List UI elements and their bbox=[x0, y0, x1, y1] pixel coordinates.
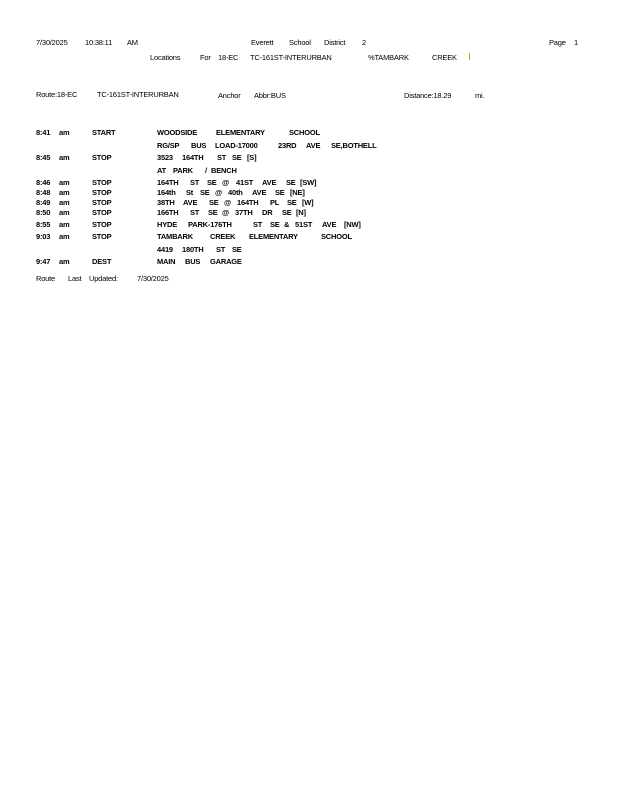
stop-location-word: 164th bbox=[157, 188, 176, 197]
stop-location-word: SCHOOL bbox=[321, 232, 352, 241]
stop-location-word: ST bbox=[216, 245, 226, 254]
stop-location-word: St bbox=[186, 188, 194, 197]
stop-location-word: [N] bbox=[296, 208, 306, 217]
stop-time: 8:55 bbox=[36, 220, 51, 229]
stop-type: DEST bbox=[92, 257, 112, 266]
stop-location-word: 41ST bbox=[236, 178, 254, 187]
stop-time: 8:50 bbox=[36, 208, 51, 217]
stop-location-word: 164TH bbox=[237, 198, 259, 207]
stop-location-word: PARK bbox=[173, 166, 193, 175]
stop-location-word: ST bbox=[217, 153, 227, 162]
subtitle-word: 18-EC bbox=[218, 53, 239, 62]
stop-location-word: PARK-176TH bbox=[188, 220, 232, 229]
subtitle-word: CREEK bbox=[432, 53, 457, 62]
stop-time: 8:49 bbox=[36, 198, 51, 207]
stop-location-word: [S] bbox=[247, 153, 257, 162]
subtitle-word: Locations bbox=[150, 53, 181, 62]
stop-location-word: BUS bbox=[191, 141, 207, 150]
stop-location-word: AVE bbox=[306, 141, 321, 150]
org-word: Everett bbox=[251, 38, 274, 47]
stop-location-word: SE,BOTHELL bbox=[331, 141, 377, 150]
stop-location-word: AVE bbox=[262, 178, 277, 187]
stop-type: STOP bbox=[92, 188, 112, 197]
stop-location-word: @ bbox=[222, 178, 230, 187]
stop-location-word: [W] bbox=[302, 198, 314, 207]
abbr-label: Abbr:BUS bbox=[254, 91, 286, 100]
stop-ampm: am bbox=[59, 232, 70, 241]
stop-ampm: am bbox=[59, 208, 70, 217]
stop-ampm: am bbox=[59, 153, 70, 162]
stop-location-word: PL bbox=[270, 198, 280, 207]
stop-location-word: BUS bbox=[185, 257, 201, 266]
stop-type: STOP bbox=[92, 232, 112, 241]
stop-location-word: SE bbox=[232, 153, 242, 162]
stop-location-word: SE bbox=[275, 188, 285, 197]
footer-word: Updated: bbox=[89, 274, 118, 283]
stop-location-word: 37TH bbox=[235, 208, 253, 217]
page-label: Page bbox=[549, 38, 566, 47]
stop-ampm: am bbox=[59, 257, 70, 266]
stop-ampm: am bbox=[59, 178, 70, 187]
stop-location-word: SE bbox=[200, 188, 210, 197]
stop-location-word: 23RD bbox=[278, 141, 297, 150]
stop-location-word: SE bbox=[287, 198, 297, 207]
stop-location-word: MAIN bbox=[157, 257, 176, 266]
stop-location-word: @ bbox=[215, 188, 223, 197]
footer-word: Last bbox=[68, 274, 82, 283]
stop-location-word: / bbox=[205, 166, 207, 175]
stop-location-word: SE bbox=[270, 220, 280, 229]
distance-unit: mi. bbox=[475, 91, 485, 100]
stop-location-word: SE bbox=[207, 178, 217, 187]
stop-location-word: WOODSIDE bbox=[157, 128, 198, 137]
stop-type: STOP bbox=[92, 198, 112, 207]
stop-time: 9:03 bbox=[36, 232, 51, 241]
stop-location-word: @ bbox=[222, 208, 230, 217]
stop-type: STOP bbox=[92, 208, 112, 217]
page-number: 1 bbox=[574, 38, 578, 47]
stop-location-word: RG/SP bbox=[157, 141, 180, 150]
stop-location-word: SCHOOL bbox=[289, 128, 320, 137]
stop-location-word: AVE bbox=[183, 198, 198, 207]
stop-time: 8:46 bbox=[36, 178, 51, 187]
stop-location-word: 166TH bbox=[157, 208, 179, 217]
stop-location-word: 4419 bbox=[157, 245, 173, 254]
stop-location-word: ST bbox=[190, 178, 200, 187]
stop-location-word: @ bbox=[224, 198, 232, 207]
stop-time: 8:45 bbox=[36, 153, 51, 162]
last-updated-date: 7/30/2025 bbox=[137, 274, 169, 283]
org-word: School bbox=[289, 38, 311, 47]
route-id: Route:18-EC bbox=[36, 90, 78, 99]
stop-location-word: SE bbox=[209, 198, 219, 207]
stop-location-word: AVE bbox=[322, 220, 337, 229]
stop-type: START bbox=[92, 128, 116, 137]
stop-time: 8:48 bbox=[36, 188, 51, 197]
anchor-label: Anchor bbox=[218, 91, 241, 100]
stop-ampm: am bbox=[59, 220, 70, 229]
stop-ampm: am bbox=[59, 128, 70, 137]
stop-location-word: 164TH bbox=[157, 178, 179, 187]
report-date: 7/30/2025 bbox=[36, 38, 68, 47]
stop-location-word: AT bbox=[157, 166, 167, 175]
stop-location-word: 38TH bbox=[157, 198, 175, 207]
stop-location-word: 3523 bbox=[157, 153, 173, 162]
stop-location-word: BENCH bbox=[211, 166, 237, 175]
stop-type: STOP bbox=[92, 178, 112, 187]
stop-location-word: 164TH bbox=[182, 153, 204, 162]
stop-location-word: [SW] bbox=[300, 178, 317, 187]
stop-location-word: SE bbox=[282, 208, 292, 217]
stop-location-word: & bbox=[284, 220, 290, 229]
stop-location-word: SE bbox=[208, 208, 218, 217]
stop-location-word: SE bbox=[232, 245, 242, 254]
stop-location-word: [NE] bbox=[290, 188, 305, 197]
stop-location-word: CREEK bbox=[210, 232, 236, 241]
stop-location-word: GARAGE bbox=[210, 257, 242, 266]
stop-location-word: 180TH bbox=[182, 245, 204, 254]
subtitle-word: %TAMBARK bbox=[368, 53, 409, 62]
route-name: TC-161ST-INTERURBAN bbox=[97, 90, 179, 99]
org-word: 2 bbox=[362, 38, 366, 47]
stop-location-word: ELEMENTARY bbox=[216, 128, 265, 137]
stop-time: 9:47 bbox=[36, 257, 51, 266]
stop-location-word: ST bbox=[190, 208, 200, 217]
report-time: 10:38:11 bbox=[85, 38, 113, 47]
stop-location-word: ELEMENTARY bbox=[249, 232, 298, 241]
distance-label: Distance:18.29 bbox=[404, 91, 452, 100]
org-word: District bbox=[324, 38, 346, 47]
accent-mark bbox=[469, 53, 470, 60]
subtitle-word: For bbox=[200, 53, 211, 62]
stop-type: STOP bbox=[92, 220, 112, 229]
subtitle-word: TC-161ST-INTERURBAN bbox=[250, 53, 332, 62]
stop-type: STOP bbox=[92, 153, 112, 162]
stop-location-word: SE bbox=[286, 178, 296, 187]
stop-location-word: AVE bbox=[252, 188, 267, 197]
stop-ampm: am bbox=[59, 188, 70, 197]
stop-location-word: TAMBARK bbox=[157, 232, 193, 241]
stop-location-word: ST bbox=[253, 220, 263, 229]
footer-word: Route bbox=[36, 274, 56, 283]
stop-time: 8:41 bbox=[36, 128, 51, 137]
report-ampm: AM bbox=[127, 38, 138, 47]
stop-location-word: 51ST bbox=[295, 220, 313, 229]
stop-location-word: DR bbox=[262, 208, 273, 217]
stop-location-word: HYDE bbox=[157, 220, 178, 229]
stop-ampm: am bbox=[59, 198, 70, 207]
stop-location-word: [NW] bbox=[344, 220, 361, 229]
stop-location-word: LOAD-17000 bbox=[215, 141, 258, 150]
stop-location-word: 40th bbox=[228, 188, 243, 197]
